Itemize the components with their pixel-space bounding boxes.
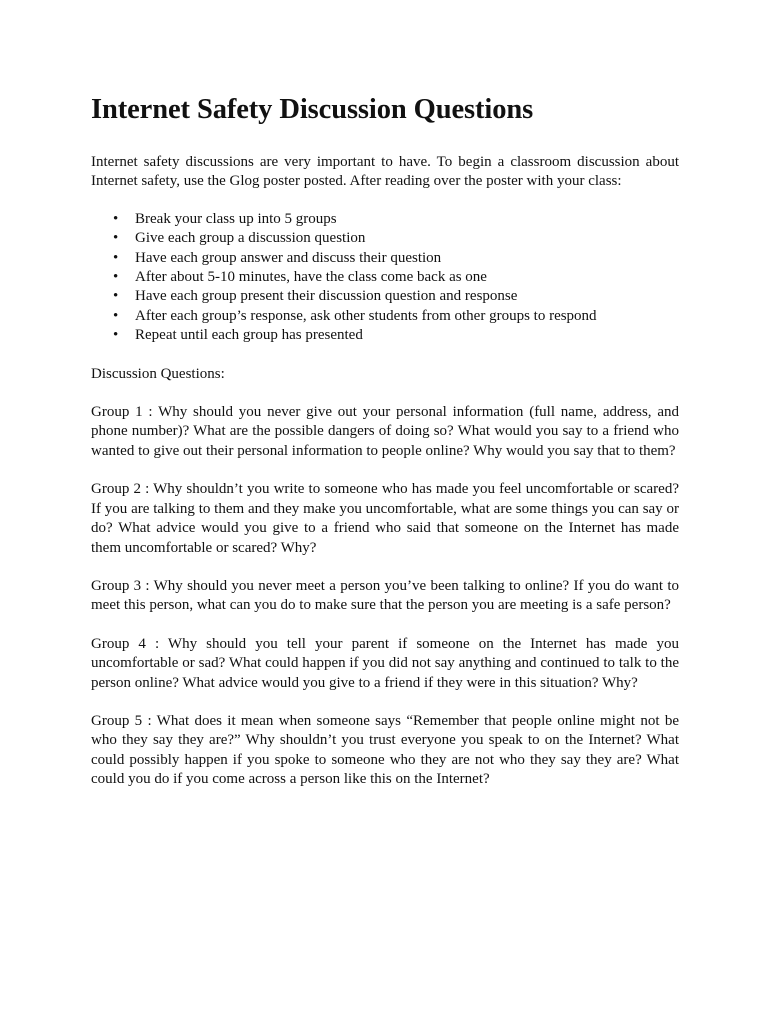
step-text: Have each group present their discussion question and response: [135, 288, 518, 305]
step-text: After about 5-10 minutes, have the class come back as one: [135, 269, 487, 286]
step-text: Break your class up into 5 groups: [135, 210, 337, 227]
list-item: [113, 229, 679, 248]
questions-heading: Discussion Questions:: [91, 365, 225, 382]
document-page: [91, 92, 679, 809]
bullet-icon: •: [113, 249, 119, 266]
group-1-question: Group 1 : Why should you never give out your personal information (full name, address, and phone number)? What are the possible dangers of doing so? What would you say to a friend who wanted to give out their personal information to people online? Why would you say that to them?: [91, 404, 679, 459]
group-5-question: Group 5 : What does it mean when someone says “Remember that people online might not be who they say they are?” Why shouldn’t you trust everyone you speak to on the Internet? What could possibly happen if you spoke to someone who they are not who they say they are? What could you do if you come across a person like this on the Internet?: [91, 712, 679, 788]
step-text: Give each group a discussion question: [135, 230, 366, 247]
bullet-icon: •: [113, 269, 119, 286]
bullet-icon: •: [113, 327, 119, 344]
bullet-icon: •: [113, 307, 119, 324]
step-text: Repeat until each group has presented: [135, 327, 363, 344]
list-item: [113, 326, 679, 345]
list-item: [113, 268, 679, 287]
step-text: Have each group answer and discuss their question: [135, 249, 442, 266]
bullet-icon: •: [113, 288, 119, 305]
group-3-question: Group 3 : Why should you never meet a person you’ve been talking to online? If you do want to meet this person, what can you do to make sure that the person you are meeting is a safe person?: [91, 577, 679, 614]
list-item: [113, 287, 679, 306]
list-item: [113, 307, 679, 326]
list-item: [113, 249, 679, 268]
group-2-question: Group 2 : Why shouldn’t you write to someone who has made you feel uncomfortable or scared? If you are talking to them and they make you uncomfortable, what are some things you can say or do? What advice would you give to a friend who said that someone on the Internet has made them uncomfortable or scared? Why?: [91, 481, 679, 556]
step-text: After each group’s response, ask other students from other groups to respond: [135, 307, 597, 324]
steps-list: [91, 210, 679, 346]
group-4-question: Group 4 : Why should you tell your parent if someone on the Internet has made you uncomfortable or sad? What could happen if you did not say anything and continued to talk to the person online? What advice would you give to a friend if they were in this situation? Why?: [91, 635, 679, 691]
document-title: Internet Safety Discussion Questions: [91, 94, 534, 125]
list-item: [113, 210, 679, 229]
bullet-icon: •: [113, 230, 119, 247]
bullet-icon: •: [113, 210, 119, 227]
intro-paragraph: Internet safety discussions are very important to have. To begin a classroom discussion about Internet safety, use the Glog poster posted. After reading over the poster with your class:: [91, 154, 679, 190]
